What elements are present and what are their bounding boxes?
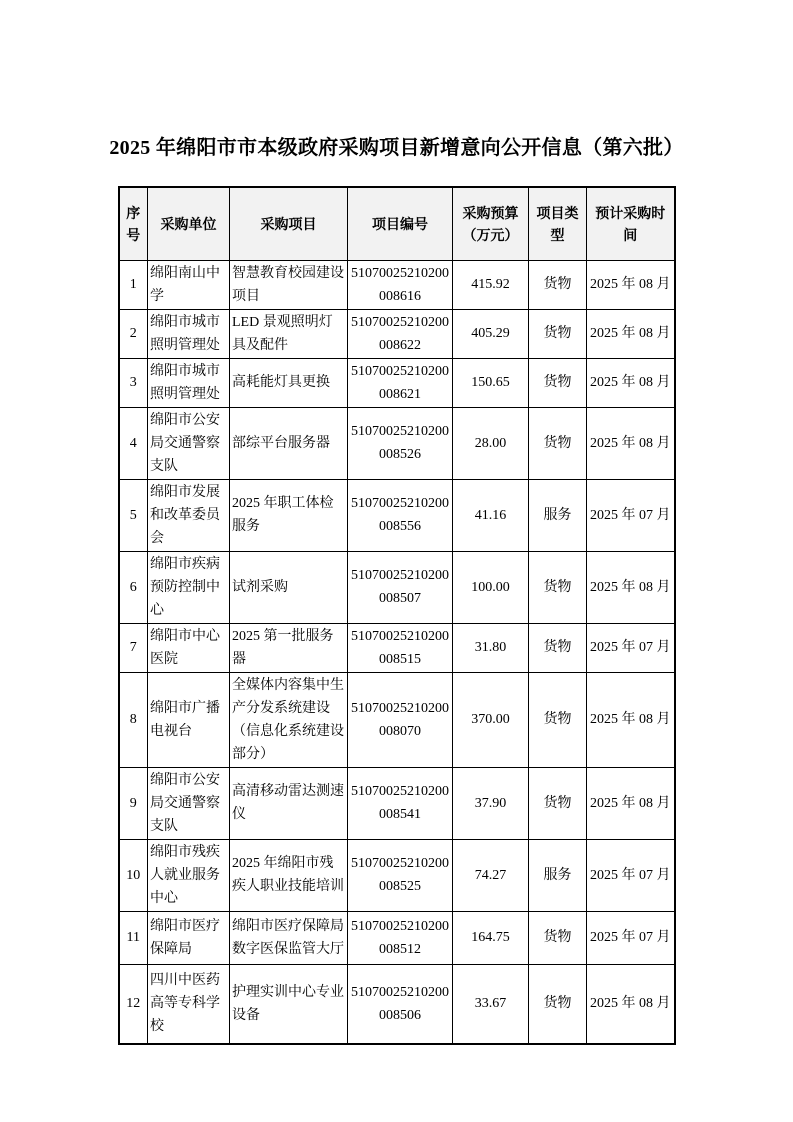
cell-type: 货物 <box>529 407 587 479</box>
col-header-type: 项目类型 <box>529 187 587 260</box>
cell-unit: 绵阳市城市照明管理处 <box>148 358 230 407</box>
cell-code: 51070025210200008515 <box>348 623 453 672</box>
cell-unit: 绵阳市疾病预防控制中心 <box>148 551 230 623</box>
cell-project: 2025 年绵阳市残疾人职业技能培训 <box>230 839 348 911</box>
cell-unit: 绵阳南山中学 <box>148 260 230 309</box>
cell-no: 10 <box>119 839 148 911</box>
cell-unit: 绵阳市公安局交通警察支队 <box>148 767 230 839</box>
col-header-project: 采购项目 <box>230 187 348 260</box>
cell-unit: 绵阳市医疗保障局 <box>148 911 230 964</box>
cell-code: 51070025210200008506 <box>348 964 453 1044</box>
cell-budget: 164.75 <box>453 911 529 964</box>
cell-project: 智慧教育校园建设项目 <box>230 260 348 309</box>
cell-no: 6 <box>119 551 148 623</box>
cell-no: 5 <box>119 479 148 551</box>
table-row <box>119 551 675 623</box>
cell-project: 全媒体内容集中生产分发系统建设（信息化系统建设部分） <box>230 672 348 767</box>
table-row <box>119 623 675 672</box>
cell-project: 2025 第一批服务器 <box>230 623 348 672</box>
table-row <box>119 358 675 407</box>
cell-budget: 415.92 <box>453 260 529 309</box>
cell-time: 2025 年 08 月 <box>587 260 675 309</box>
table-row <box>119 839 675 911</box>
cell-budget: 405.29 <box>453 309 529 358</box>
table-row <box>119 407 675 479</box>
cell-no: 9 <box>119 767 148 839</box>
table-row <box>119 672 675 767</box>
cell-no: 1 <box>119 260 148 309</box>
cell-code: 51070025210200008622 <box>348 309 453 358</box>
cell-no: 7 <box>119 623 148 672</box>
cell-budget: 33.67 <box>453 964 529 1044</box>
table-header <box>119 187 675 260</box>
cell-type: 货物 <box>529 672 587 767</box>
cell-budget: 28.00 <box>453 407 529 479</box>
cell-time: 2025 年 08 月 <box>587 407 675 479</box>
cell-budget: 370.00 <box>453 672 529 767</box>
cell-type: 货物 <box>529 260 587 309</box>
table-body <box>119 260 675 1044</box>
cell-type: 服务 <box>529 479 587 551</box>
cell-unit: 绵阳市广播电视台 <box>148 672 230 767</box>
col-header-budget: 采购预算（万元） <box>453 187 529 260</box>
cell-budget: 37.90 <box>453 767 529 839</box>
cell-project: 绵阳市医疗保障局数字医保监管大厅 <box>230 911 348 964</box>
cell-time: 2025 年 08 月 <box>587 767 675 839</box>
cell-type: 服务 <box>529 839 587 911</box>
cell-no: 11 <box>119 911 148 964</box>
table-row <box>119 260 675 309</box>
cell-unit: 绵阳市中心医院 <box>148 623 230 672</box>
cell-time: 2025 年 07 月 <box>587 623 675 672</box>
cell-code: 51070025210200008556 <box>348 479 453 551</box>
procurement-table <box>118 186 676 1045</box>
col-header-no: 序号 <box>119 187 148 260</box>
cell-time: 2025 年 08 月 <box>587 551 675 623</box>
col-header-time: 预计采购时间 <box>587 187 675 260</box>
cell-time: 2025 年 08 月 <box>587 672 675 767</box>
col-header-unit: 采购单位 <box>148 187 230 260</box>
cell-budget: 41.16 <box>453 479 529 551</box>
cell-no: 2 <box>119 309 148 358</box>
cell-project: 2025 年职工体检服务 <box>230 479 348 551</box>
cell-project: LED 景观照明灯具及配件 <box>230 309 348 358</box>
cell-time: 2025 年 08 月 <box>587 964 675 1044</box>
table-row <box>119 964 675 1044</box>
cell-budget: 31.80 <box>453 623 529 672</box>
cell-type: 货物 <box>529 623 587 672</box>
cell-code: 51070025210200008512 <box>348 911 453 964</box>
table-row <box>119 479 675 551</box>
cell-code: 51070025210200008541 <box>348 767 453 839</box>
cell-type: 货物 <box>529 551 587 623</box>
cell-project: 部综平台服务器 <box>230 407 348 479</box>
cell-unit: 绵阳市发展和改革委员会 <box>148 479 230 551</box>
cell-type: 货物 <box>529 911 587 964</box>
cell-time: 2025 年 07 月 <box>587 911 675 964</box>
table-row <box>119 309 675 358</box>
cell-unit: 绵阳市城市照明管理处 <box>148 309 230 358</box>
cell-code: 51070025210200008525 <box>348 839 453 911</box>
cell-code: 51070025210200008616 <box>348 260 453 309</box>
cell-code: 51070025210200008621 <box>348 358 453 407</box>
table-row <box>119 767 675 839</box>
cell-project: 高耗能灯具更换 <box>230 358 348 407</box>
cell-code: 51070025210200008507 <box>348 551 453 623</box>
cell-project: 护理实训中心专业设备 <box>230 964 348 1044</box>
cell-budget: 150.65 <box>453 358 529 407</box>
cell-project: 试剂采购 <box>230 551 348 623</box>
cell-code: 51070025210200008070 <box>348 672 453 767</box>
cell-time: 2025 年 07 月 <box>587 839 675 911</box>
cell-type: 货物 <box>529 309 587 358</box>
cell-code: 51070025210200008526 <box>348 407 453 479</box>
cell-no: 3 <box>119 358 148 407</box>
cell-no: 12 <box>119 964 148 1044</box>
table-row <box>119 911 675 964</box>
cell-time: 2025 年 08 月 <box>587 309 675 358</box>
cell-unit: 绵阳市残疾人就业服务中心 <box>148 839 230 911</box>
cell-no: 4 <box>119 407 148 479</box>
cell-time: 2025 年 07 月 <box>587 479 675 551</box>
cell-type: 货物 <box>529 964 587 1044</box>
cell-type: 货物 <box>529 358 587 407</box>
cell-budget: 100.00 <box>453 551 529 623</box>
cell-unit: 绵阳市公安局交通警察支队 <box>148 407 230 479</box>
cell-type: 货物 <box>529 767 587 839</box>
cell-time: 2025 年 08 月 <box>587 358 675 407</box>
cell-budget: 74.27 <box>453 839 529 911</box>
cell-no: 8 <box>119 672 148 767</box>
page-title: 2025 年绵阳市市本级政府采购项目新增意向公开信息（第六批） <box>109 137 684 159</box>
cell-project: 高清移动雷达测速仪 <box>230 767 348 839</box>
header-row <box>119 187 675 260</box>
cell-unit: 四川中医药高等专科学校 <box>148 964 230 1044</box>
col-header-code: 项目编号 <box>348 187 453 260</box>
